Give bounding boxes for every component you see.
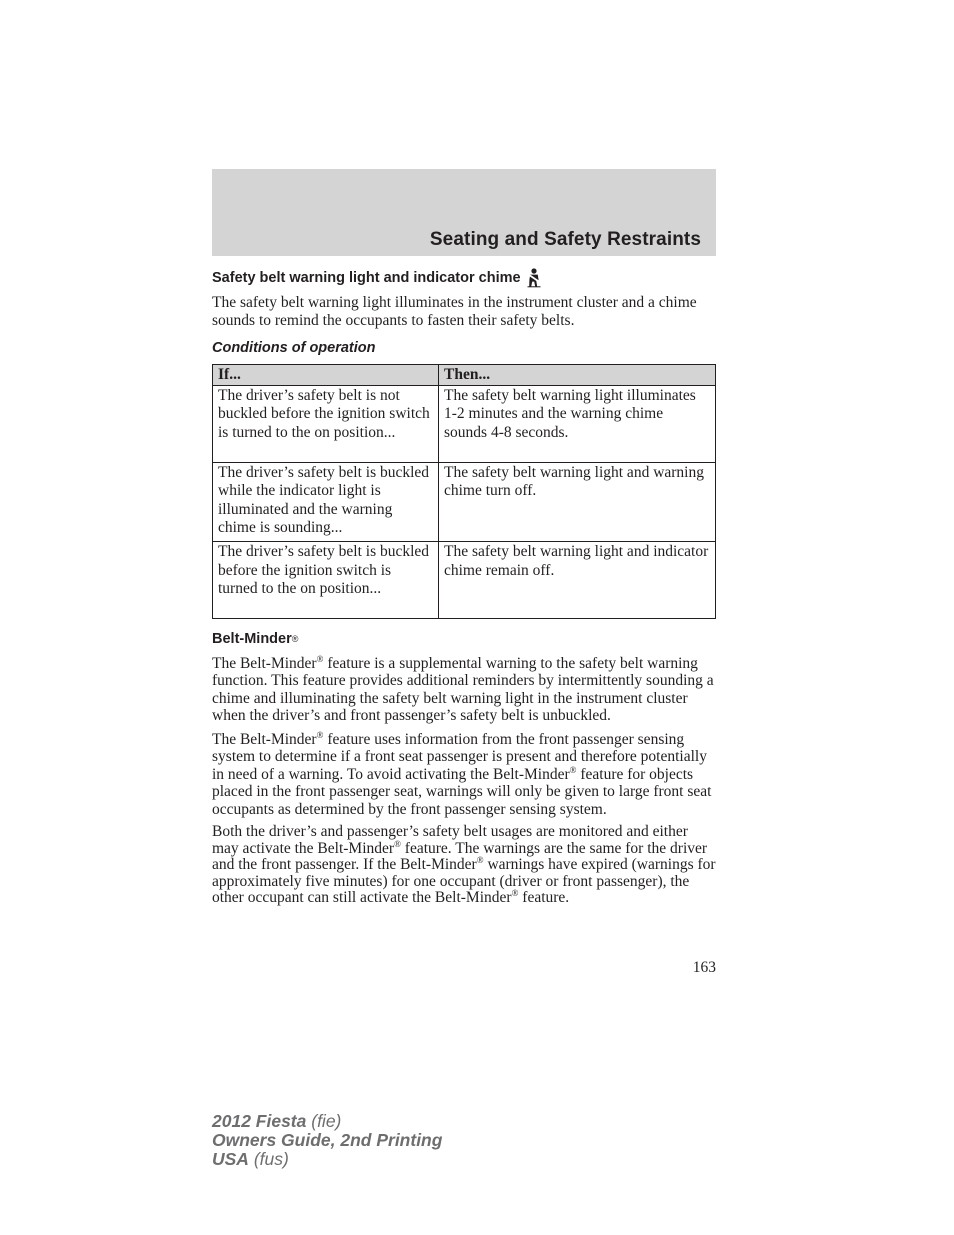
table-row — [213, 385, 716, 462]
table-row — [213, 462, 716, 541]
document-footer — [212, 1112, 442, 1169]
footer-line-3: USA (fus) — [212, 1149, 289, 1169]
belt-minder-heading: Belt-Minder ® — [212, 630, 299, 647]
safety-belt-warning-heading — [212, 266, 716, 290]
table-cell-then: The safety belt warning light and indicator chime remain off. — [439, 541, 716, 618]
footer-line-2: Owners Guide, 2nd Printing — [212, 1130, 443, 1150]
conditions-heading: Conditions of operation — [212, 340, 376, 356]
table-cell-if: The driver’s safety belt is buckled before the ignition switch is turned to the on position... — [213, 541, 439, 618]
table-cell-if: The driver’s safety belt is buckled while the indicator light is illuminated and the warning chime is sounding... — [213, 462, 439, 541]
heading-text: Safety belt warning light and indicator chime — [212, 270, 521, 286]
belt-minder-paragraph-2: The Belt-Minder® feature uses information from the front passenger sensing system to determine if a front seat passenger is present and therefore potentially in need of a warning. To avoid activating the Belt-Minder® feature for objects placed in the front passenger seat, warnings will only be given to large front seat occupants as determined by the front passenger sensing system. — [212, 729, 712, 818]
footer-line-1: 2012 Fiesta (fie) — [212, 1111, 342, 1131]
table-header-if: If... — [213, 365, 439, 386]
page-content — [212, 266, 716, 907]
seatbelt-warning-icon — [526, 268, 542, 288]
safety-belt-warning-paragraph: The safety belt warning light illuminates in the instrument cluster and a chime sounds to remind the occupants to fasten their safety belts. — [212, 294, 697, 329]
section-header-band — [212, 169, 716, 256]
table-cell-then: The safety belt warning light illuminates 1-2 minutes and the warning chime sounds 4-8 seconds. — [439, 385, 716, 462]
table-cell-if: The driver’s safety belt is not buckled before the ignition switch is turned to the on position... — [213, 385, 439, 462]
page-number: 163 — [692, 959, 716, 976]
table-cell-then: The safety belt warning light and warning chime turn off. — [439, 462, 716, 541]
belt-minder-paragraph-3: Both the driver’s and passenger’s safety belt usages are monitored and either may activate the Belt-Minder® feature. The warnings are the same for the driver and the front passenger. If the Belt-Minder® warnings have expired (warnings for approximately five minutes) for one occupant (driver or front passenger), the other occupant can still activate the Belt-Minder® feature. — [212, 823, 716, 907]
table-header-row — [213, 365, 716, 386]
conditions-table — [212, 364, 716, 619]
heading-text: Belt-Minder — [212, 630, 292, 647]
table-header-then: Then... — [439, 365, 716, 386]
table-row — [213, 541, 716, 618]
belt-minder-paragraph-1: The Belt-Minder® feature is a supplemental warning to the safety belt warning function. This feature provides additional reminders by intermittently sounding a chime and illuminating the safety belt warning light in the instrument cluster when the driver’s and front passenger’s safety belt is unbuckled. — [212, 653, 714, 725]
section-title: Seating and Safety Restraints — [429, 229, 701, 250]
